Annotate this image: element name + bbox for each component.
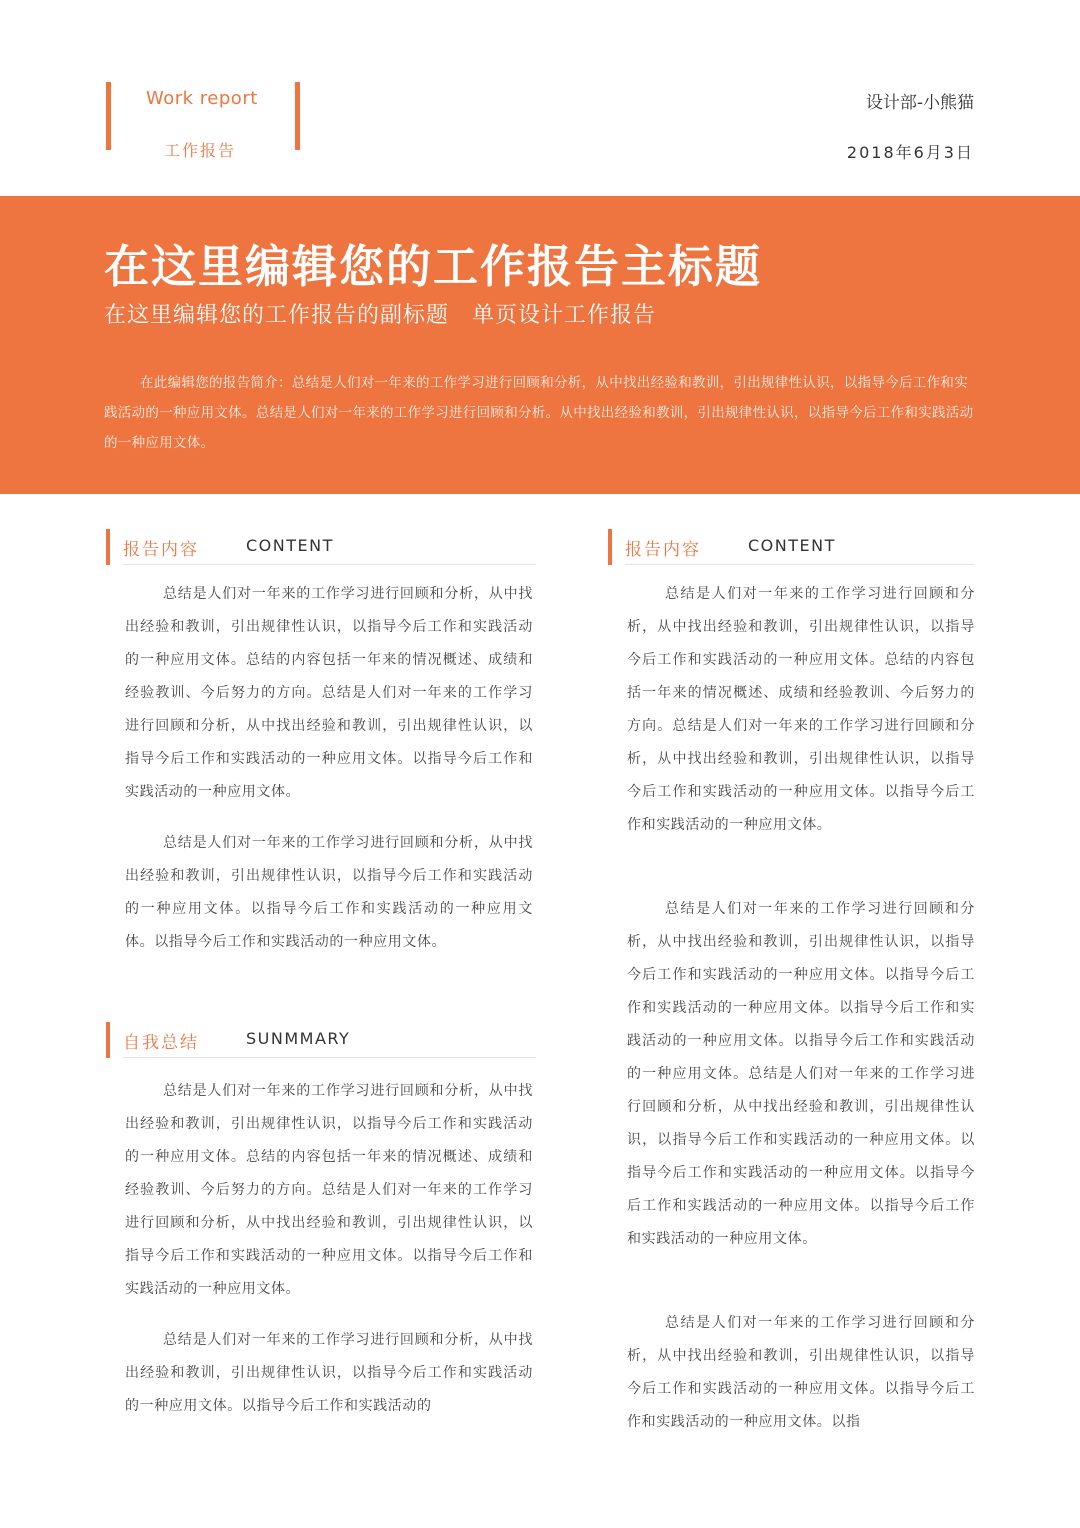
section-title-cn: 自我总结 — [123, 1033, 199, 1053]
paragraph: 总结是人们对一年来的工作学习进行回顾和分析，从中找出经验和教训，引出规律性认识，以指导今后工作和实践活动的一种应用文体。以指导今后工作和实践活动的一种应用文体。以指导今后工作和实践活动的一种应用文体。以指导今后工作和实践活动的一种应用文体。总结是人们对一年来的工作学习进行回顾和分析，从中找出经验和教训，引出规律性认识，以指导今后工作和实践活动的一种应用文体。以指导今后工作和实践活动的一种应用文体。以指导今后工作和实践活动的一种应用文体。以指导今后工作和实践活动的一种应用文体。 — [627, 901, 975, 1247]
paragraph: 总结是人们对一年来的工作学习进行回顾和分析，从中找出经验和教训，引出规律性认识，以指导今后工作和实践活动的一种应用文体。以指导今后工作和实践活动的 — [125, 1332, 533, 1414]
section-heading-content-right — [608, 529, 974, 565]
section-accent-bar — [106, 1022, 110, 1058]
report-meta — [714, 82, 974, 162]
logo-block — [106, 82, 300, 160]
report-date: 2018年6月3日 — [846, 143, 974, 162]
section-accent-bar — [608, 529, 612, 565]
section-divider — [123, 1057, 536, 1058]
page-title: 在这里编辑您的工作报告主标题 — [104, 240, 763, 293]
paragraph: 总结是人们对一年来的工作学习进行回顾和分析，从中找出经验和教训，引出规律性认识，以指导今后工作和实践活动的一种应用文体。总结的内容包括一年来的情况概述、成绩和经验教训、今后努力的方向。总结是人们对一年来的工作学习进行回顾和分析，从中找出经验和教训，引出规律性认识，以指导今后工作和实践活动的一种应用文体。以指导今后工作和实践活动的一种应用文体。 — [125, 586, 533, 800]
section-title-en: SUNMMARY — [246, 1029, 351, 1048]
section-divider — [123, 564, 536, 565]
report-intro: 在此编辑您的报告简介：总结是人们对一年来的工作学习进行回顾和分析，从中找出经验和教训，引出规律性认识，以指导今后工作和实践活动的一种应用文体。总结是人们对一年来的工作学习进行回顾和分析。从中找出经验和教训，引出规律性认识，以指导今后工作和实践活动的一种应用文体。 — [104, 375, 974, 451]
section-heading-summary — [106, 1022, 536, 1058]
paragraph: 总结是人们对一年来的工作学习进行回顾和分析，从中找出经验和教训，引出规律性认识，以指导今后工作和实践活动的一种应用文体。总结的内容包括一年来的情况概述、成绩和经验教训、今后努力的方向。总结是人们对一年来的工作学习进行回顾和分析，从中找出经验和教训，引出规律性认识，以指导今后工作和实践活动的一种应用文体。以指导今后工作和实践活动的一种应用文体。 — [627, 586, 975, 833]
section-divider — [625, 564, 974, 565]
department-label: 设计部-小熊猫 — [865, 93, 974, 113]
section-heading-content-left — [106, 529, 536, 565]
section-title-cn: 报告内容 — [625, 540, 701, 560]
title-banner — [0, 196, 1080, 494]
logo-right-bar — [295, 82, 300, 150]
section-title-en: CONTENT — [748, 536, 836, 555]
logo-left-bar — [106, 82, 111, 150]
section-title-en: CONTENT — [246, 536, 334, 555]
logo-chinese: 工作报告 — [164, 141, 237, 160]
section-accent-bar — [106, 529, 110, 565]
section-title-cn: 报告内容 — [123, 540, 199, 560]
logo-english: Work report — [146, 88, 258, 109]
paragraph: 总结是人们对一年来的工作学习进行回顾和分析，从中找出经验和教训，引出规律性认识，以指导今后工作和实践活动的一种应用文体。以指导今后工作和实践活动的一种应用文体。以指导今后工作和实践活动的一种应用文体。 — [125, 835, 533, 950]
page-subtitle: 在这里编辑您的工作报告的副标题 单页设计工作报告 — [104, 303, 657, 328]
paragraph: 总结是人们对一年来的工作学习进行回顾和分析，从中找出经验和教训，引出规律性认识，以指导今后工作和实践活动的一种应用文体。总结的内容包括一年来的情况概述、成绩和经验教训、今后努力的方向。总结是人们对一年来的工作学习进行回顾和分析，从中找出经验和教训，引出规律性认识，以指导今后工作和实践活动的一种应用文体。以指导今后工作和实践活动的一种应用文体。 — [125, 1083, 533, 1297]
paragraph: 总结是人们对一年来的工作学习进行回顾和分析，从中找出经验和教训，引出规律性认识，以指导今后工作和实践活动的一种应用文体。以指导今后工作和实践活动的一种应用文体。以指 — [627, 1315, 975, 1430]
